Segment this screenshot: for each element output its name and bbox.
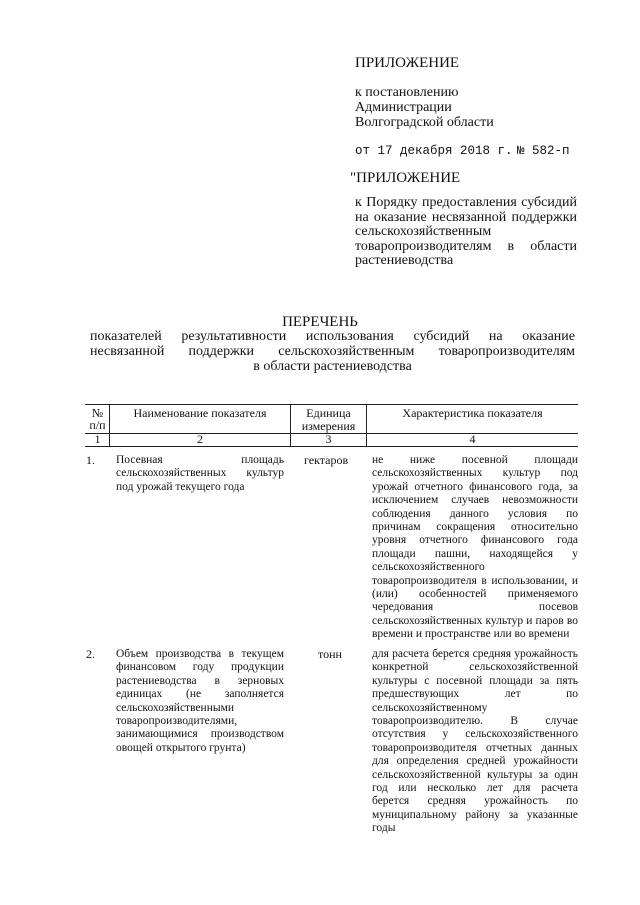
- table-rule-top: [85, 404, 578, 405]
- document-title: ПЕРЕЧЕНЬ: [282, 314, 358, 330]
- region: Волгоградской области: [355, 115, 494, 130]
- sub-appendix-title: "ПРИЛОЖЕНИЕ: [350, 170, 461, 186]
- appendix-title: ПРИЛОЖЕНИЕ: [355, 55, 460, 71]
- row-name: Посевная площадь сельскохозяйственных культур под урожай текущего года: [116, 454, 284, 493]
- col-number-1: 1: [94, 432, 101, 446]
- document-subtitle: [90, 329, 575, 374]
- subtitle-line-1: показателей результативности использования субсидий на оказание: [90, 329, 575, 344]
- document-date: от 17 декабря 2018 г.: [355, 144, 513, 158]
- table-rule-numbers-bottom: [85, 446, 578, 447]
- row-description: не ниже посевной площади сельскохозяйственных культур под урожай отчетного финансового года, за исключением случаев невозможности соблюдения данного условия по причинам сокращения относительно уровня отчетного финансового года площади пашни, находящейся у сельскохозяйственного товаропроизводителя в использовании, и (или) особенностей применяемого чередования посевов сельскохозяйственных культур и паров во времени и пространстве или во времени: [372, 454, 578, 641]
- row-number: 2.: [86, 647, 95, 661]
- header-desc: Характеристика показателя: [402, 406, 543, 420]
- row-number: 1.: [86, 453, 95, 467]
- row-name: Объем производства в текущем финансовом году продукции растениеводства в зерновых единицах (не заполняется сельскохозяйственными товаропроизводителями, занимающимися производством овощей открытого грунта): [116, 648, 284, 754]
- to-resolution: к постановлению: [355, 85, 459, 100]
- col-number-4: 4: [469, 432, 476, 446]
- document-number: № 582-п: [517, 144, 570, 158]
- header-name: Наименование показателя: [133, 406, 267, 420]
- row-unit: гектаров: [304, 453, 349, 467]
- row-unit: тонн: [318, 647, 342, 661]
- header-unit: Единица измерения: [301, 406, 356, 433]
- row-description: для расчета берется средняя урожайность конкретной сельскохозяйственной культуры с посевной площади за пять предшествующих лет по сельскохозяйственному товаропроизводителю. В случае отсутствия у сельскохозяйственного товаропроизводителя отчетных данных для определения средней урожайности сельскохозяйственной культуры за один год или несколько лет для расчета берется средняя урожайность по муниципальному району за указанные годы: [372, 648, 578, 835]
- col-number-2: 2: [197, 432, 203, 446]
- col-number-3: 3: [325, 432, 332, 446]
- subtitle-line-3: в области растениеводства: [253, 359, 412, 374]
- subtitle-line-2: несвязанной поддержки сельскохозяйственным товаропроизводителям: [90, 344, 575, 359]
- sub-appendix-text: к Порядку предоставления субсидий на оказание несвязанной поддержки сельскохозяйственным товаропроизводителям в области растениеводства: [355, 195, 577, 268]
- administration: Администрации: [355, 100, 452, 115]
- header-num: № п/п: [89, 406, 106, 432]
